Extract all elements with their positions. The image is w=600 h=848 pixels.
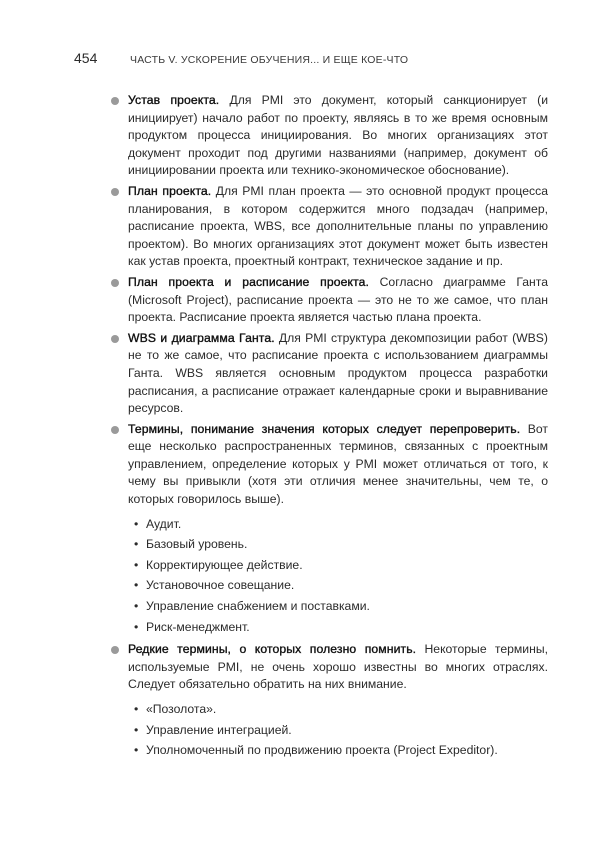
sub-list-item-text: Управление снабжением и поставками. xyxy=(146,599,370,614)
term-heading: Термины, понимание значения которых следует перепроверить. xyxy=(128,421,521,436)
bullet-dot-icon xyxy=(111,426,119,434)
term-heading: WBS и диаграмма Ганта. xyxy=(128,330,275,345)
bullet-icon: • xyxy=(134,722,139,737)
term-heading: Редкие термины, о которых полезно помнить. xyxy=(128,642,417,657)
sub-list-item xyxy=(128,596,548,617)
bullet-dot-icon xyxy=(111,279,119,287)
list-item xyxy=(108,92,548,180)
bullet-icon: • xyxy=(134,516,139,531)
list-item xyxy=(108,330,548,418)
bullet-icon: • xyxy=(134,743,139,758)
bullet-icon: • xyxy=(134,578,139,593)
sub-list xyxy=(128,514,548,638)
term-description: Согласно диаграмме Ганта (Microsoft Project), расписание проекта — это не то же самое, что план проекта. Расписание проекта является частью плана проекта. xyxy=(128,274,548,325)
sub-list-item xyxy=(128,555,548,576)
list-item xyxy=(108,183,548,271)
term-heading: План проекта. xyxy=(128,183,212,198)
list-item xyxy=(108,274,548,327)
sub-list-item-text: Установочное совещание. xyxy=(146,578,295,593)
bullet-dot-icon xyxy=(111,335,119,343)
sub-list-item xyxy=(128,740,548,761)
list-item xyxy=(108,641,548,761)
bullet-dot-icon xyxy=(111,188,119,196)
bullet-icon: • xyxy=(134,619,139,634)
term-description: Для PMI это документ, который санкционирует (и инициирует) начало работ по проекту, являясь в то же время основным продуктом процесса инициирования. Во многих организациях этот документ проходит под другими названиями (например, документ об инициировании проекта или технико-экономическое обоснование). xyxy=(128,93,549,178)
sub-list-item xyxy=(128,617,548,638)
sub-list-item-text: Корректирующее действие. xyxy=(146,557,303,572)
running-head: ЧАСТЬ V. УСКОРЕНИЕ ОБУЧЕНИЯ... И ЕЩЕ КОЕ-ЧТО xyxy=(130,54,409,66)
page-number: 454 xyxy=(74,50,98,66)
sub-list-item-text: Риск-менеджмент. xyxy=(146,619,250,634)
bullet-icon: • xyxy=(134,599,139,614)
sub-list-item-text: Аудит. xyxy=(146,516,182,531)
term-description: Некоторые термины, используемые PMI, не очень хорошо известны во многих отраслях. Следует обязательно обратить на них внимание. xyxy=(128,642,548,692)
term-description: Вот еще несколько распространенных терминов, связанных с проектным управлением, определение которых у PMI может отличаться от того, к чему вы привыкли (хотя эти отличия менее значительны, чем те, о которых говорилось выше). xyxy=(128,421,548,507)
bullet-dot-icon xyxy=(111,97,119,105)
sub-list-item xyxy=(128,720,548,741)
bullet-icon: • xyxy=(134,557,139,572)
bullet-dot-icon xyxy=(111,646,119,654)
term-description: Для PMI структура декомпозиции работ (WBS) не то же самое, что расписание проекта с использованием диаграммы Ганта. WBS является основным продуктом процесса разработки расписания, а расписание отражает календарные сроки и выравнивание ресурсов. xyxy=(128,330,548,416)
bullet-icon: • xyxy=(134,702,139,716)
sub-list-item-text: Уполномоченный по продвижению проекта (Project Expeditor). xyxy=(146,743,498,758)
page-header xyxy=(74,50,560,66)
term-description: Для PMI план проекта — это основной продукт процесса планирования, в котором содержится много подзадач (например, расписание проекта, WBS, все дополнительные планы по управлению проектом). Во многих организациях этот документ может быть известен как устав проекта, проектный контракт, техническое задание и пр. xyxy=(128,183,548,269)
sub-list-item-text: «Позолота». xyxy=(146,702,217,716)
sub-list-item xyxy=(128,514,548,535)
sub-list-item xyxy=(128,575,548,596)
term-heading: Устав проекта. xyxy=(128,93,220,107)
body-text xyxy=(108,92,548,765)
list-item xyxy=(108,421,548,638)
sub-list-item-text: Управление интеграцией. xyxy=(146,722,292,737)
term-heading: План проекта и расписание проекта. xyxy=(128,274,369,289)
sub-list-item xyxy=(128,699,548,720)
sub-list-item xyxy=(128,534,548,555)
bullet-icon: • xyxy=(134,537,139,552)
sub-list xyxy=(128,699,548,761)
sub-list-item-text: Базовый уровень. xyxy=(146,537,248,552)
